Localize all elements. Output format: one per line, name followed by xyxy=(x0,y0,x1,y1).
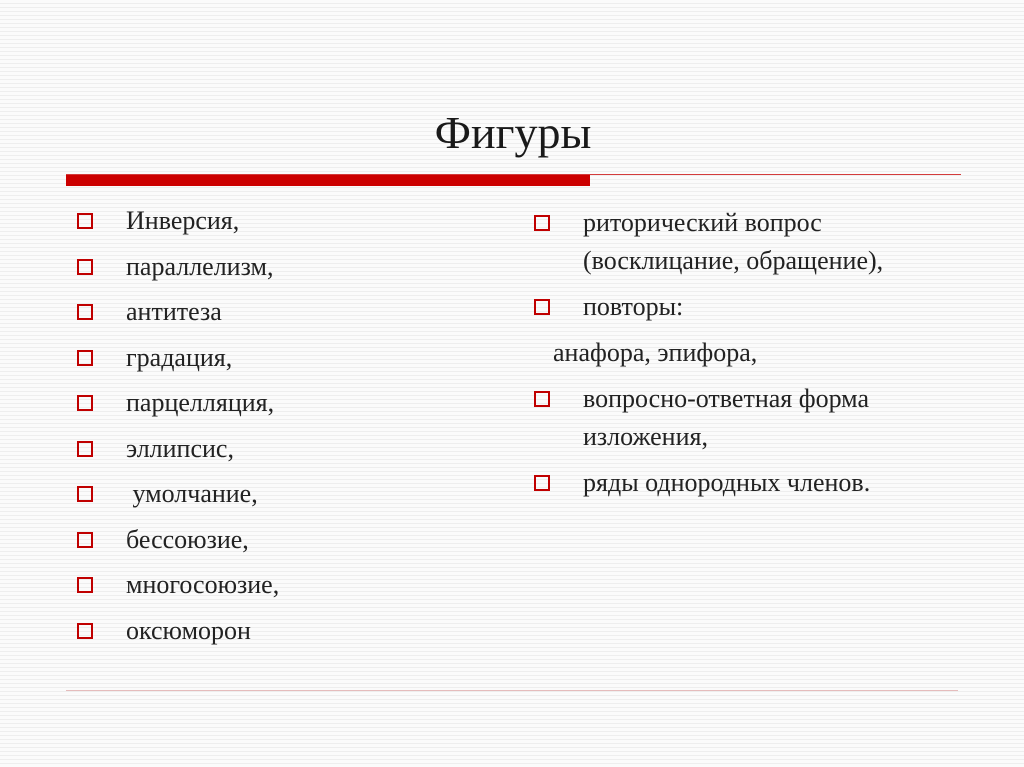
hollow-square-bullet-icon xyxy=(77,623,93,639)
list-item-text: риторический вопрос (восклицание, обращение), xyxy=(583,208,884,275)
hollow-square-bullet-icon xyxy=(77,395,93,411)
hollow-square-bullet-icon xyxy=(77,441,93,457)
list-item-text: Инверсия, xyxy=(126,206,240,235)
list-item xyxy=(76,475,476,513)
hollow-square-bullet-icon xyxy=(77,486,93,502)
list-item-text: градация, xyxy=(126,342,233,372)
hollow-square-bullet-icon xyxy=(77,259,93,275)
list-item-text: антитеза xyxy=(126,297,222,326)
hollow-square-bullet-icon xyxy=(77,577,93,593)
list-item xyxy=(76,384,476,422)
list-item xyxy=(76,202,476,240)
list-item xyxy=(76,612,476,650)
list-item-text: парцелляция, xyxy=(126,388,275,417)
list-subitem: анафора, эпифора, xyxy=(553,338,758,367)
list-item xyxy=(76,521,476,559)
list-item xyxy=(76,430,476,468)
slide-title: Фигуры xyxy=(434,107,592,158)
left-bullet-list xyxy=(76,202,476,657)
list-item xyxy=(533,288,973,326)
list-item xyxy=(76,248,476,286)
list-item-text: многосоюзие, xyxy=(126,570,280,599)
list-item xyxy=(76,566,476,604)
hollow-square-bullet-icon xyxy=(534,215,550,231)
list-item xyxy=(76,293,476,331)
hollow-square-bullet-icon xyxy=(77,350,93,366)
hollow-square-bullet-icon xyxy=(77,304,93,320)
hollow-square-bullet-icon xyxy=(77,532,93,548)
list-item-text: повторы: xyxy=(583,292,684,321)
hollow-square-bullet-icon xyxy=(534,299,550,315)
list-item-text: вопросно-ответная форма изложения, xyxy=(583,384,869,451)
list-item-text: ряды однородных членов. xyxy=(583,468,871,497)
list-item-text: оксюморон xyxy=(126,615,251,645)
list-item xyxy=(533,380,973,456)
list-item xyxy=(76,339,476,377)
list-item-text: эллипсис, xyxy=(126,433,234,463)
right-bullet-list xyxy=(533,204,973,510)
title-underline-accent-bar xyxy=(66,175,590,186)
list-item xyxy=(533,464,973,502)
list-item-text: бессоюзие, xyxy=(126,524,249,554)
list-item xyxy=(533,204,973,280)
list-item-text: умолчание, xyxy=(126,479,258,508)
hollow-square-bullet-icon xyxy=(77,213,93,229)
hollow-square-bullet-icon xyxy=(534,391,550,407)
list-item-text: параллелизм, xyxy=(126,251,274,281)
footer-divider xyxy=(66,690,958,691)
hollow-square-bullet-icon xyxy=(534,475,550,491)
